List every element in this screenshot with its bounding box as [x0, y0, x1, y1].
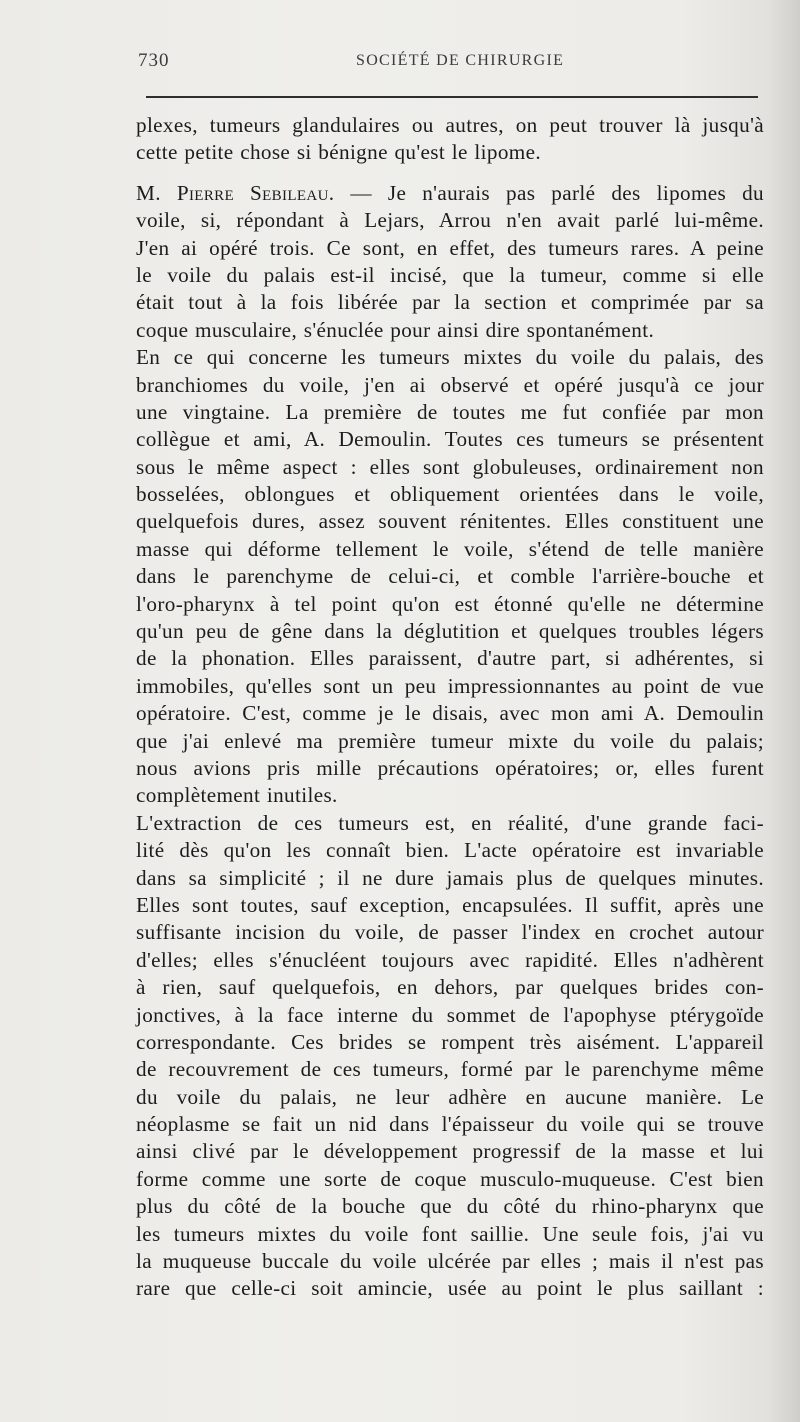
- text-line: une vingtaine. La première de toutes me fut confiée par mon: [136, 399, 764, 424]
- text-line: rare que celle-ci soit amincie, usée au point le plus saillant :: [136, 1276, 764, 1301]
- speaker-prefix: M.: [136, 180, 161, 205]
- text-line: voile, si, répondant à Lejars, Arrou n'en avait parlé lui-même.: [136, 208, 764, 233]
- text-line: de recouvrement de ces tumeurs, formé par le parenchyme même: [136, 1057, 764, 1082]
- text-line: quelquefois dures, assez souvent rénitentes. Elles constituent une: [136, 509, 764, 534]
- text-line: du voile du palais, ne leur adhère en aucune manière. Le: [136, 1084, 764, 1109]
- text-line: lité dès qu'on les connaît bien. L'acte opératoire est invariable: [136, 838, 764, 863]
- text-line: collègue et ami, A. Demoulin. Toutes ces tumeurs se présentent: [136, 427, 764, 452]
- text-line: nous avions pris mille précautions opératoires; or, elles furent: [136, 755, 764, 780]
- text-line: bosselées, oblongues et obliquement orientées dans le voile,: [136, 482, 764, 507]
- text-line: coque musculaire, s'énuclée pour ainsi dire spontanément.: [136, 317, 655, 342]
- text-line: de la phonation. Elles paraissent, d'autre part, si adhérentes, si: [136, 646, 764, 671]
- text-line: complètement inutiles.: [136, 783, 338, 808]
- running-title: SOCIÉTÉ DE CHIRURGIE: [356, 52, 565, 69]
- text-line: sous le même aspect : elles sont globuleuses, ordinairement non: [136, 454, 764, 479]
- text-line: qu'un peu de gêne dans la déglutition et quelques troubles légers: [136, 619, 764, 644]
- paragraph-gap: [136, 167, 764, 180]
- speaker-line: [136, 180, 764, 207]
- text-line: jonctives, à la face interne du sommet de l'apophyse ptérygoïde: [136, 1002, 764, 1027]
- text-line: correspondante. Ces brides se rompent très aisément. L'appareil: [136, 1029, 764, 1054]
- text-line: plus du côté de la bouche que du côté du rhino-pharynx que: [136, 1194, 764, 1219]
- text-line: était tout à la fois libérée par la section et comprimée par sa: [136, 290, 764, 315]
- text-line: dans le parenchyme de celui-ci, et comble l'arrière-bouche et: [136, 564, 764, 589]
- text-line: suffisante incision du voile, de passer l'index en crochet autour: [136, 920, 764, 945]
- text-line: le voile du palais est-il incisé, que la tumeur, comme si elle: [136, 262, 764, 287]
- text-line: dans sa simplicité ; il ne dure jamais plus de quelques minutes.: [136, 865, 764, 890]
- text-line: néoplasme se fait un nid dans l'épaisseur du voile qui se trouve: [136, 1112, 764, 1137]
- text-line: que j'ai enlevé ma première tumeur mixte du voile du palais;: [136, 728, 764, 753]
- page-number: 730: [138, 50, 170, 71]
- text-line: plexes, tumeurs glandulaires ou autres, on peut trouver là jusqu'à: [136, 113, 764, 137]
- text-line: L'extraction de ces tumeurs est, en réalité, d'une grande faci-: [136, 810, 764, 835]
- text-line: J'en ai opéré trois. Ce sont, en effet, des tumeurs rares. A peine: [136, 235, 764, 260]
- text-line: forme comme une sorte de coque musculo-muqueuse. C'est bien: [136, 1166, 764, 1191]
- text-line: l'oro-pharynx à tel point qu'on est étonné qu'elle ne détermine: [136, 591, 764, 616]
- header-rule: [146, 96, 758, 98]
- text-line: cette petite chose si bénigne qu'est le lipome.: [136, 140, 541, 165]
- body-text: [136, 112, 764, 1303]
- text-line: Elles sont toutes, sauf exception, encapsulées. Il suffit, après une: [136, 892, 764, 917]
- text-line: la muqueuse buccale du voile ulcérée par elles ; mais il n'est pas: [136, 1249, 764, 1274]
- page-header: [138, 50, 766, 80]
- text-line: branchiomes du voile, j'en ai observé et opéré jusqu'à ce jour: [136, 372, 764, 397]
- speaker-name: Pierre Sebileau.: [176, 180, 335, 205]
- text-line: masse qui déforme tellement le voile, s'étend de telle manière: [136, 536, 764, 561]
- text-line: ainsi clivé par le développement progressif de la masse et lui: [136, 1139, 764, 1164]
- text-line: les tumeurs mixtes du voile font saillie. Une seule fois, j'ai vu: [136, 1221, 764, 1246]
- speaker-line-rest: — Je n'aurais pas parlé des lipomes du: [350, 180, 764, 205]
- text-line: opératoire. C'est, comme je le disais, avec mon ami A. Demoulin: [136, 701, 764, 726]
- text-line: à rien, sauf quelquefois, en dehors, par quelques brides con-: [136, 975, 764, 1000]
- text-line: En ce qui concerne les tumeurs mixtes du voile du palais, des: [136, 345, 764, 370]
- text-line: d'elles; elles s'énucléent toujours avec rapidité. Elles n'adhèrent: [136, 947, 764, 972]
- text-line: immobiles, qu'elles sont un peu impressionnantes au point de vue: [136, 673, 764, 698]
